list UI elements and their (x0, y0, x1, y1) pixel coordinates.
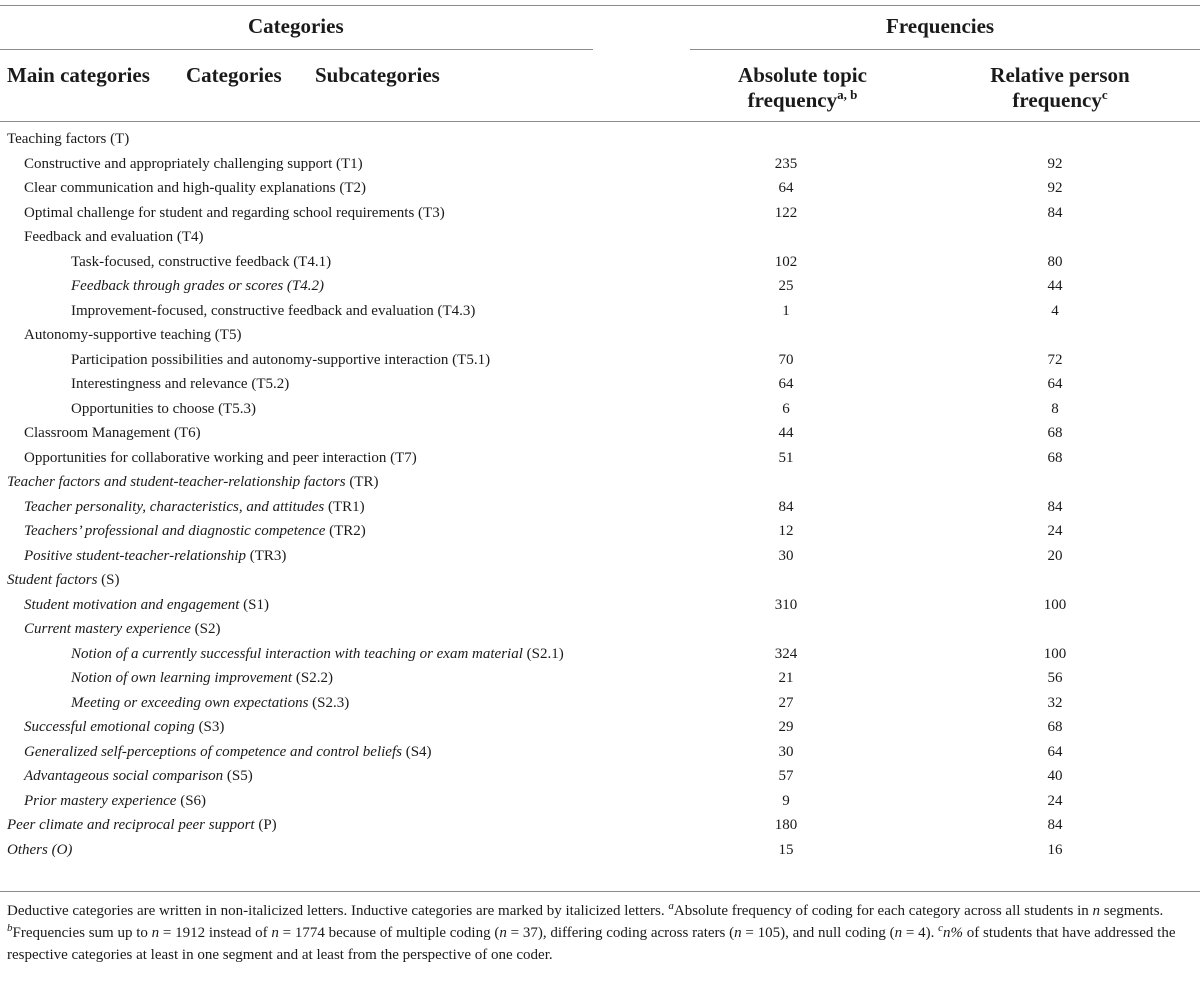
table-row (0, 348, 1200, 373)
relative-frequency-cell: 84 (1047, 817, 1063, 833)
category-text-italic: Peer climate and reciprocal peer support (7, 817, 255, 833)
category-label (71, 274, 324, 299)
category-code: (S2.1) (522, 645, 564, 662)
category-code: (TR3) (246, 547, 287, 564)
footnote-variable: n (499, 925, 507, 941)
absolute-frequency-cell: 6 (782, 400, 790, 417)
table-row (0, 201, 1200, 226)
category-label (7, 568, 120, 593)
category-text-italic: Generalized self-perceptions of competence and control beliefs (24, 743, 402, 760)
table-footnote (7, 900, 1193, 966)
relative-frequency-cell: 92 (1047, 155, 1063, 172)
table-row (0, 397, 1200, 422)
category-label (24, 446, 417, 471)
category-label (24, 495, 365, 520)
category-text-italic: Meeting or exceeding own expectations (71, 694, 309, 711)
absolute-frequency-cell: 29 (778, 719, 794, 735)
table-row (0, 691, 1200, 716)
category-label (24, 617, 220, 642)
category-code: (S2) (190, 621, 221, 637)
category-label (7, 813, 277, 838)
absolute-heading-line1: Absolute topic (738, 63, 867, 87)
categories-column-heading: Categories (186, 63, 282, 87)
table-row (0, 323, 1200, 348)
category-text: Task-focused, constructive feedback (T4.1) (71, 253, 332, 270)
footnote-variable: n (1092, 903, 1100, 919)
category-code: (TR) (345, 474, 379, 490)
category-label (71, 250, 331, 275)
absolute-frequency-cell: 324 (774, 645, 798, 662)
category-text-italic: Prior mastery experience (24, 792, 177, 809)
table-row (0, 495, 1200, 520)
category-text: Improvement-focused, constructive feedback and evaluation (T4.3) (71, 302, 476, 319)
table-row (0, 274, 1200, 299)
category-text-italic: Others (O) (7, 841, 73, 858)
category-label (71, 642, 564, 667)
relative-frequency-cell: 84 (1047, 204, 1063, 221)
footnote-mark-a: a (668, 900, 674, 912)
absolute-heading-text: frequency (747, 88, 838, 112)
absolute-frequency-cell: 27 (778, 694, 794, 711)
absolute-frequency-cell: 64 (778, 180, 794, 196)
category-text-italic: Advantageous social comparison (24, 768, 224, 784)
footnote-variable: n (894, 925, 903, 941)
relative-frequency-cell: 68 (1047, 425, 1063, 441)
category-text-italic: Teacher personality, characteristics, and attitudes (24, 498, 325, 515)
category-text: Optimal challenge for student and regarding school requirements (T3) (24, 204, 445, 221)
category-text: Feedback and evaluation (T4) (24, 229, 204, 245)
table-row (0, 715, 1200, 740)
category-label (24, 764, 253, 789)
footnote-mark-c: c (938, 922, 944, 934)
category-label (24, 715, 224, 740)
category-code: (S5) (223, 768, 253, 784)
footnote-variable: n (151, 925, 160, 941)
absolute-frequency-cell: 122 (774, 204, 798, 221)
relative-frequency-cell: 64 (1047, 743, 1063, 760)
footnote-text: = 1912 instead of (159, 925, 272, 941)
category-text: Interestingness and relevance (T5.2) (71, 376, 290, 392)
category-text-italic: Student factors (7, 572, 98, 588)
table-row (0, 421, 1200, 446)
category-text: Teaching factors (T) (7, 131, 130, 147)
relative-frequency-cell: 8 (1051, 400, 1059, 417)
category-text: Opportunities to choose (T5.3) (71, 400, 256, 417)
table-row (0, 666, 1200, 691)
footnote-variable: n (271, 925, 279, 941)
relative-frequency-cell: 72 (1047, 351, 1063, 368)
subcategories-heading: Subcategories (315, 63, 440, 87)
category-text-italic: Student motivation and engagement (24, 596, 240, 613)
category-text-italic: Teachers’ professional and diagnostic competence (24, 523, 326, 539)
category-label (24, 152, 363, 177)
absolute-frequency-cell: 57 (778, 768, 794, 784)
category-code: (S3) (194, 719, 225, 735)
footnote-text: Absolute frequency of coding for each category across all students in (673, 903, 1093, 919)
category-label (24, 421, 201, 446)
relative-frequency-cell: 100 (1043, 596, 1067, 613)
relative-frequency-cell: 44 (1047, 278, 1063, 294)
table-row (0, 176, 1200, 201)
table-body (0, 127, 1200, 862)
absolute-frequency-cell: 30 (778, 547, 794, 564)
absolute-frequency-cell: 25 (778, 278, 794, 294)
category-label (71, 372, 289, 397)
categories-heading: Categories (248, 14, 344, 38)
table-row (0, 838, 1200, 863)
absolute-frequency-cell: 30 (778, 743, 794, 760)
relative-frequency-cell: 56 (1047, 670, 1063, 686)
category-code: (S) (97, 572, 120, 588)
absolute-frequency-cell: 102 (774, 253, 798, 270)
footnote-variable: n (734, 925, 742, 941)
absolute-frequency-cell: 51 (778, 449, 794, 466)
footnote-text: of students that have addressed the respective categories at least in one segment and at least from the perspective of one coder. (7, 925, 1176, 963)
category-label (24, 201, 445, 226)
category-text: Opportunities for collaborative working and peer interaction (T7) (24, 449, 417, 466)
category-label (71, 666, 333, 691)
category-text-italic: Notion of a currently successful interaction with teaching or exam material (71, 645, 523, 662)
category-label (7, 127, 129, 152)
relative-frequency-cell: 80 (1047, 253, 1063, 270)
category-text-italic: Teacher factors and student-teacher-relationship factors (7, 474, 346, 490)
category-label (71, 691, 349, 716)
table-row (0, 152, 1200, 177)
table-row (0, 446, 1200, 471)
table-row (0, 568, 1200, 593)
relative-heading-line1: Relative person (990, 63, 1130, 87)
footnote-mark-b: b (7, 922, 13, 934)
table-row (0, 299, 1200, 324)
footnote-text: = 37), differing coding across raters ( (506, 925, 735, 941)
table-row (0, 544, 1200, 569)
table-row (0, 617, 1200, 642)
category-text: Constructive and appropriately challenging support (T1) (24, 155, 363, 172)
category-label (71, 348, 490, 373)
absolute-frequency-cell: 44 (778, 425, 794, 441)
relative-frequency-cell: 40 (1047, 768, 1063, 784)
table-row (0, 372, 1200, 397)
category-label (71, 299, 475, 324)
category-label (7, 838, 72, 863)
category-text-italic: Positive student-teacher-relationship (24, 547, 247, 564)
frequencies-underline (690, 49, 1200, 50)
bottom-rule (0, 891, 1200, 892)
absolute-frequency-cell: 64 (778, 376, 794, 392)
category-text-italic: Current mastery experience (24, 621, 191, 637)
table-row (0, 250, 1200, 275)
table-row (0, 470, 1200, 495)
footnote-text: Deductive categories are written in non-italicized letters. Inductive categories are marked by italicized letters. (7, 903, 669, 919)
relative-frequency-cell: 24 (1047, 523, 1063, 539)
relative-frequency-cell: 4 (1051, 302, 1059, 319)
category-label (24, 323, 241, 348)
frequencies-heading: Frequencies (886, 14, 995, 38)
absolute-frequency-cell: 84 (778, 498, 794, 515)
footnote-text: Frequencies sum up to (12, 925, 152, 941)
absolute-frequency-cell: 70 (778, 351, 794, 368)
absolute-frequency-cell: 180 (774, 817, 798, 833)
table-row (0, 813, 1200, 838)
category-text: Clear communication and high-quality explanations (T2) (24, 180, 366, 196)
category-text: Autonomy-supportive teaching (T5) (24, 327, 242, 343)
absolute-frequency-cell: 310 (774, 596, 798, 613)
category-label (71, 397, 256, 422)
category-text-italic: Successful emotional coping (24, 719, 195, 735)
absolute-frequency-heading (720, 63, 885, 113)
table-row (0, 519, 1200, 544)
category-text-italic: Feedback through grades or scores (T4.2) (71, 278, 325, 294)
relative-frequency-cell: 20 (1047, 547, 1063, 564)
absolute-heading-footnote-mark: a, b (837, 87, 858, 102)
category-code: (S1) (239, 596, 269, 613)
relative-frequency-cell: 32 (1047, 694, 1063, 711)
relative-heading-line2 (980, 88, 1140, 113)
footnote-variable: n% (943, 925, 964, 941)
header-rule (0, 121, 1200, 122)
relative-frequency-heading (980, 63, 1140, 113)
category-code: (S2.2) (292, 670, 333, 686)
category-code: (S6) (176, 792, 207, 809)
category-code: (TR1) (324, 498, 365, 515)
relative-frequency-cell: 16 (1047, 841, 1063, 858)
main-categories-heading: Main categories (7, 63, 150, 87)
footnote-text: = 1774 because of multiple coding ( (278, 925, 500, 941)
footnote-text: = 4). (902, 925, 939, 941)
absolute-frequency-cell: 9 (782, 792, 790, 809)
absolute-frequency-cell: 15 (778, 841, 794, 858)
category-code: (TR2) (325, 523, 366, 539)
absolute-frequency-cell: 1 (782, 302, 790, 319)
category-code: (S2.3) (308, 694, 350, 711)
categories-underline (0, 49, 593, 50)
category-label (24, 544, 286, 569)
category-text: Participation possibilities and autonomy-supportive interaction (T5.1) (71, 351, 491, 368)
table-row (0, 127, 1200, 152)
footnote-text: = 105), and null coding ( (741, 925, 895, 941)
category-text: Classroom Management (T6) (24, 425, 201, 441)
category-label (24, 740, 432, 765)
table-row (0, 740, 1200, 765)
table-row (0, 789, 1200, 814)
table-row (0, 593, 1200, 618)
category-code: (S4) (401, 743, 432, 760)
relative-frequency-cell: 24 (1047, 792, 1063, 809)
category-code: (P) (254, 817, 277, 833)
category-label (24, 789, 206, 814)
footnote-text: segments. (1099, 903, 1164, 919)
relative-frequency-cell: 68 (1047, 449, 1063, 466)
absolute-heading-line2 (720, 88, 885, 113)
relative-frequency-cell: 64 (1047, 376, 1063, 392)
relative-heading-footnote-mark: c (1101, 87, 1108, 102)
category-label (24, 225, 204, 250)
absolute-frequency-cell: 12 (778, 523, 794, 539)
table-row (0, 642, 1200, 667)
category-label (24, 593, 269, 618)
category-label (24, 519, 366, 544)
table-row (0, 764, 1200, 789)
relative-heading-text: frequency (1012, 88, 1102, 112)
category-label (7, 470, 378, 495)
category-label (24, 176, 366, 201)
relative-frequency-cell: 100 (1043, 645, 1067, 662)
relative-frequency-cell: 84 (1047, 498, 1063, 515)
absolute-frequency-cell: 21 (778, 670, 794, 686)
top-rule (0, 5, 1200, 6)
category-text-italic: Notion of own learning improvement (71, 670, 293, 686)
absolute-frequency-cell: 235 (774, 155, 798, 172)
table-row (0, 225, 1200, 250)
relative-frequency-cell: 68 (1047, 719, 1063, 735)
relative-frequency-cell: 92 (1047, 180, 1063, 196)
